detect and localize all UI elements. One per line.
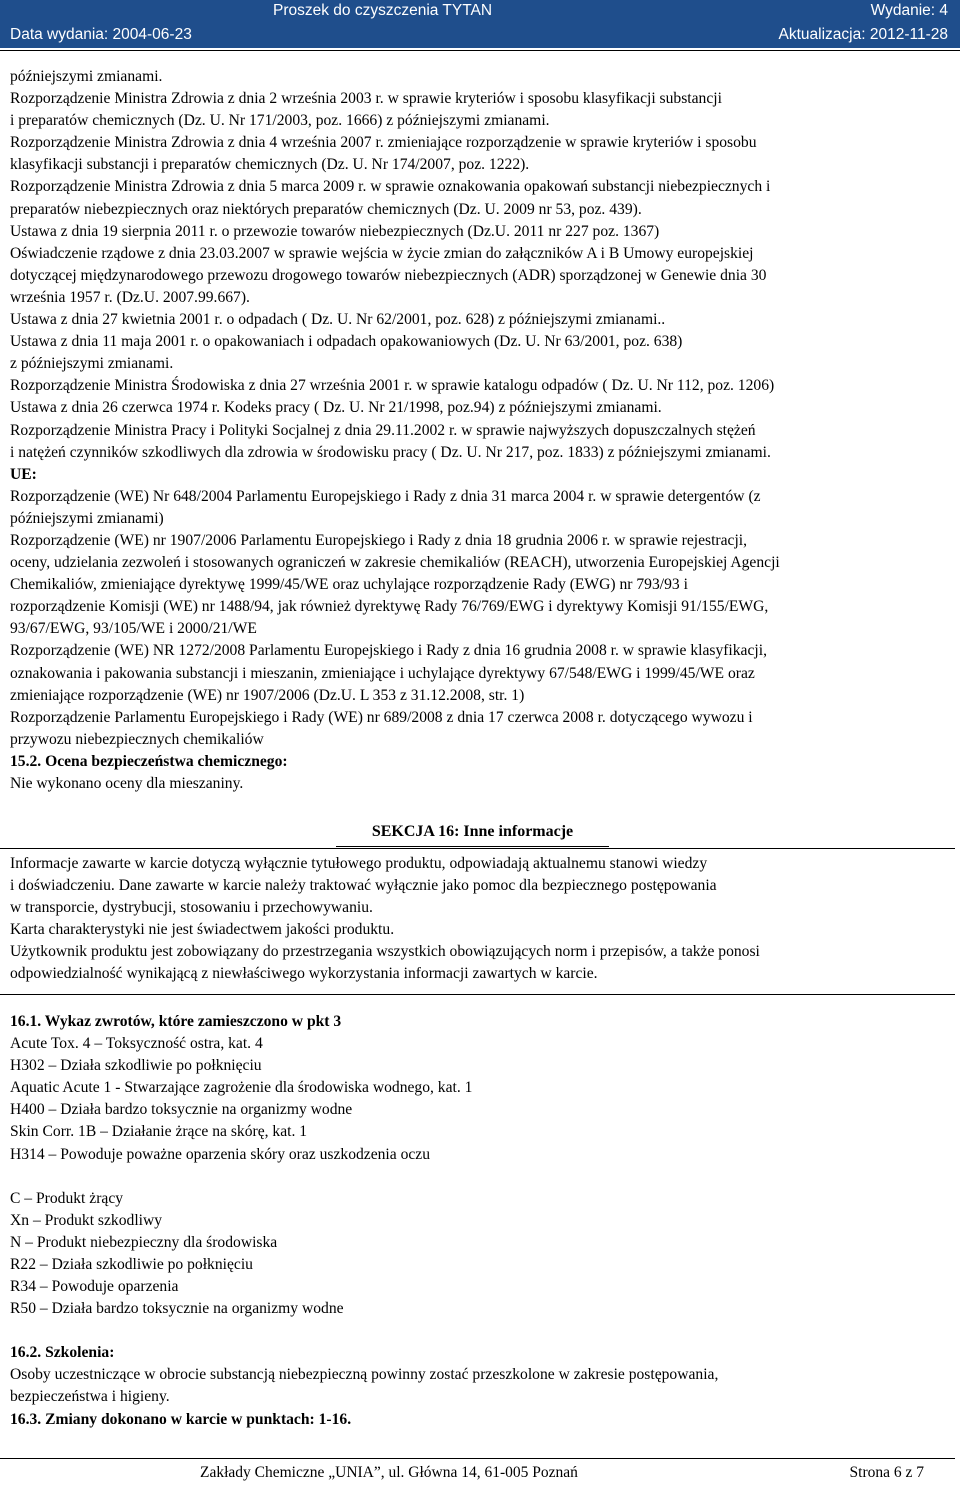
info-line: Użytkownik produktu jest zobowiązany do przestrzegania wszystkich obowiązujących norm i przepisów, a także ponosi: [10, 943, 760, 961]
regulation-line: Ustawa z dnia 19 sierpnia 2011 r. o przewozie towarów niebezpiecznych (Dz.U. 2011 nr 227 poz. 1367): [10, 222, 660, 240]
regulation-line: Rozporządzenie Ministra Zdrowia z dnia 5 marca 2009 r. w sprawie oznakowania opakowań substancji niebezpiecznych i: [10, 178, 771, 196]
ue-regulation-line: Rozporządzenie (WE) NR 1272/2008 Parlamentu Europejskiego i Rady z dnia 16 grudnia 2008 r. w sprawie klasyfikacji,: [10, 642, 767, 660]
ue-regulation-line: zmieniające rozporządzenie (WE) nr 1907/2006 (Dz.U. L 353 z 31.12.2008, str. 1): [10, 686, 525, 704]
regulation-line: Ustawa z dnia 27 kwietnia 2001 r. o odpadach ( Dz. U. Nr 62/2001, poz. 628) z późniejszymi zmianami..: [10, 311, 666, 329]
info-line: w transporcie, dystrybucji, stosowaniu i przechowywaniu.: [10, 899, 373, 917]
symbol-line: R34 – Powoduje oparzenia: [10, 1278, 179, 1296]
phrase-line: Acute Tox. 4 – Toksyczność ostra, kat. 4: [10, 1035, 263, 1053]
info-box: [0, 848, 955, 995]
ue-heading: UE:: [10, 465, 37, 483]
section-15-2-heading: 15.2. Ocena bezpieczeństwa chemicznego:: [10, 752, 288, 770]
symbol-line: C – Produkt żrący: [10, 1189, 124, 1207]
training-line: bezpieczeństwa i higieny.: [10, 1388, 170, 1406]
ue-regulation-line: przywozu niebezpiecznych chemikaliów: [10, 730, 264, 748]
section-16-2-heading: 16.2. Szkolenia:: [10, 1344, 115, 1362]
header-row-top: [0, 0, 960, 24]
phrase-line: H400 – Działa bardzo toksycznie na organizmy wodne: [10, 1101, 353, 1119]
symbol-line: R50 – Działa bardzo toksycznie na organizmy wodne: [10, 1300, 344, 1318]
info-line: Karta charakterystyki nie jest świadectwem jakości produktu.: [10, 921, 395, 939]
symbol-line: R22 – Działa szkodliwie po połknięciu: [10, 1255, 253, 1273]
training-line: Osoby uczestniczące w obrocie substancją niebezpieczną powinny zostać przeszkolone w zakresie postępowania,: [10, 1366, 719, 1384]
regulation-line: Rozporządzenie Ministra Zdrowia z dnia 4 września 2007 r. zmieniające rozporządzenie w sprawie kryteriów i sposobu: [10, 134, 757, 152]
footer-page-number: Strona 6 z 7: [849, 1464, 924, 1481]
info-box-text: [10, 853, 760, 986]
regulation-line: Ustawa z dnia 11 maja 2001 r. o opakowaniach i odpadach opakowaniowych (Dz. U. Nr 63/2001, poz. 638): [10, 333, 683, 351]
regulation-line: późniejszymi zmianami.: [10, 68, 163, 85]
symbol-line: Xn – Produkt szkodliwy: [10, 1211, 163, 1229]
regulation-line: z późniejszymi zmianami.: [10, 355, 174, 373]
ue-regulation-line: Rozporządzenie Parlamentu Europejskiego i Rady (WE) nr 689/2008 z dnia 17 czerwca 2008 r. dotyczącego wywozu i: [10, 708, 753, 726]
phrase-line: H314 – Powoduje poważne oparzenia skóry oraz uszkodzenia oczu: [10, 1145, 431, 1163]
header-edition: Wydanie: 4: [870, 2, 948, 19]
regulation-line: preparatów niebezpiecznych oraz niektórych preparatów chemicznych (Dz. U. 2009 nr 53, poz. 439).: [10, 200, 642, 218]
info-line: Informacje zawarte w karcie dotyczą wyłącznie tytułowego produktu, odpowiadają aktualnemu stanowi wiedzy: [10, 855, 708, 872]
section-16-3-heading: 16.3. Zmiany dokonano w karcie w punktach:: [10, 1410, 315, 1428]
footer-company: Zakłady Chemiczne „UNIA”, ul. Główna 14, 61-005 Poznań: [200, 1464, 578, 1481]
regulation-line: Oświadczenie rządowe z dnia 23.03.2007 w sprawie wejścia w życie zmian do załączników A i B Umowy europejskiej: [10, 244, 754, 262]
regulation-line: Rozporządzenie Ministra Zdrowia z dnia 2 września 2003 r. w sprawie kryteriów i sposobu klasyfikacji substancji: [10, 90, 722, 108]
section-16-title-underline: [336, 846, 609, 847]
section-16-title-box: [336, 821, 609, 845]
section-16-header: [0, 818, 960, 848]
regulation-line: Rozporządzenie Ministra Pracy i Polityki Socjalnej z dnia 29.11.2002 r. w sprawie najwyższych dopuszczalnych stężeń: [10, 421, 756, 439]
regulation-line: klasyfikacji substancji i preparatów chemicznych (Dz. U. Nr 174/2007, poz. 1222).: [10, 156, 530, 174]
info-line: odpowiedzialność wynikającą z niewłaściwego wykorzystania informacji zawartych w karcie.: [10, 965, 598, 983]
phrase-line: Aquatic Acute 1 - Stwarzające zagrożenie dla środowiska wodnego, kat. 1: [10, 1079, 473, 1097]
regulation-line: dotyczącej międzynarodowego przewozu drogowego towarów niebezpiecznych (ADR) sporządzonej w Genewie dnia 30: [10, 266, 767, 284]
regulation-line: i natężeń czynników szkodliwych dla zdrowia w środowisku pracy ( Dz. U. Nr 217, poz. 1833) z późniejszymi zmianami.: [10, 443, 771, 461]
symbol-line: N – Produkt niebezpieczny dla środowiska: [10, 1233, 278, 1251]
footer-divider: [0, 1458, 955, 1459]
regulation-line: września 1957 r. (Dz.U. 2007.99.667).: [10, 288, 250, 306]
ue-regulation-line: 93/67/EWG, 93/105/WE i 2000/21/WE: [10, 620, 257, 638]
page-header: [0, 0, 960, 48]
phrase-line: H302 – Działa szkodliwie po połknięciu: [10, 1057, 262, 1075]
section-16-3-value: 1-16.: [314, 1410, 352, 1428]
phrase-line: Skin Corr. 1B – Działanie żrące na skórę, kat. 1: [10, 1123, 308, 1141]
ue-regulation-line: oznakowania i pakowania substancji i mieszanin, zmieniające i uchylające dyrektywy 67/548/EWG i 1999/45/WE oraz: [10, 664, 755, 682]
section-16-1-heading: 16.1. Wykaz zwrotów, które zamieszczono w pkt 3: [10, 1013, 342, 1030]
ue-regulation-line: oceny, udzielania zezwoleń i stosowanych ograniczeń w zakresie chemikaliów (REACH), utworzenia Europejskiej Agencji: [10, 554, 780, 572]
ue-regulation-line: Chemikaliów, zmieniające dyrektywę 1999/45/WE oraz uchylające rozporządzenie Rady (EWG) nr 793/93 i: [10, 576, 688, 594]
section-15-2-text: Nie wykonano oceny dla mieszaniny.: [10, 775, 244, 792]
header-product-name: Proszek do czyszczenia TYTAN: [273, 2, 493, 19]
page-footer: [0, 1458, 960, 1486]
header-row-bottom: [0, 24, 960, 48]
header-update-date: Aktualizacja: 2012-11-28: [778, 26, 948, 43]
regulation-line: i preparatów chemicznych (Dz. U. Nr 171/2003, poz. 1666) z późniejszymi zmianami.: [10, 112, 550, 130]
ue-regulation-line: późniejszymi zmianami): [10, 509, 164, 527]
ue-regulation-line: Rozporządzenie (WE) Nr 648/2004 Parlamentu Europejskiego i Rady z dnia 31 marca 2004 r. w sprawie detergentów (z: [10, 487, 761, 505]
regulation-line: Rozporządzenie Ministra Środowiska z dnia 27 września 2001 r. w sprawie katalogu odpadów ( Dz. U. Nr 112, poz. 1206): [10, 377, 775, 395]
spacer: [10, 1166, 952, 1188]
section-15-1-content: [10, 66, 952, 795]
header-divider: [0, 50, 960, 51]
section-16-3-line: [10, 1409, 952, 1431]
spacer: [10, 1320, 952, 1342]
ue-regulation-line: rozporządzenie Komisji (WE) nr 1488/94, jak również dyrektywę Rady 76/769/EWG i dyrektywy Komisji 91/155/EWG,: [10, 598, 769, 616]
regulation-line: Ustawa z dnia 26 czerwca 1974 r. Kodeks pracy ( Dz. U. Nr 21/1998, poz.94) z późniejszymi zmianami.: [10, 399, 662, 417]
header-issue-date: Data wydania: 2004-06-23: [10, 26, 192, 43]
section-16-content: [10, 1011, 952, 1431]
ue-regulation-line: Rozporządzenie (WE) nr 1907/2006 Parlamentu Europejskiego i Rady z dnia 18 grudnia 2006 r. w sprawie rejestracji,: [10, 531, 748, 549]
info-line: i doświadczeniu. Dane zawarte w karcie należy traktować wyłącznie jako pomoc dla bezpiecznego postępowania: [10, 877, 717, 895]
section-16-title: SEKCJA 16: Inne informacje: [371, 823, 574, 840]
